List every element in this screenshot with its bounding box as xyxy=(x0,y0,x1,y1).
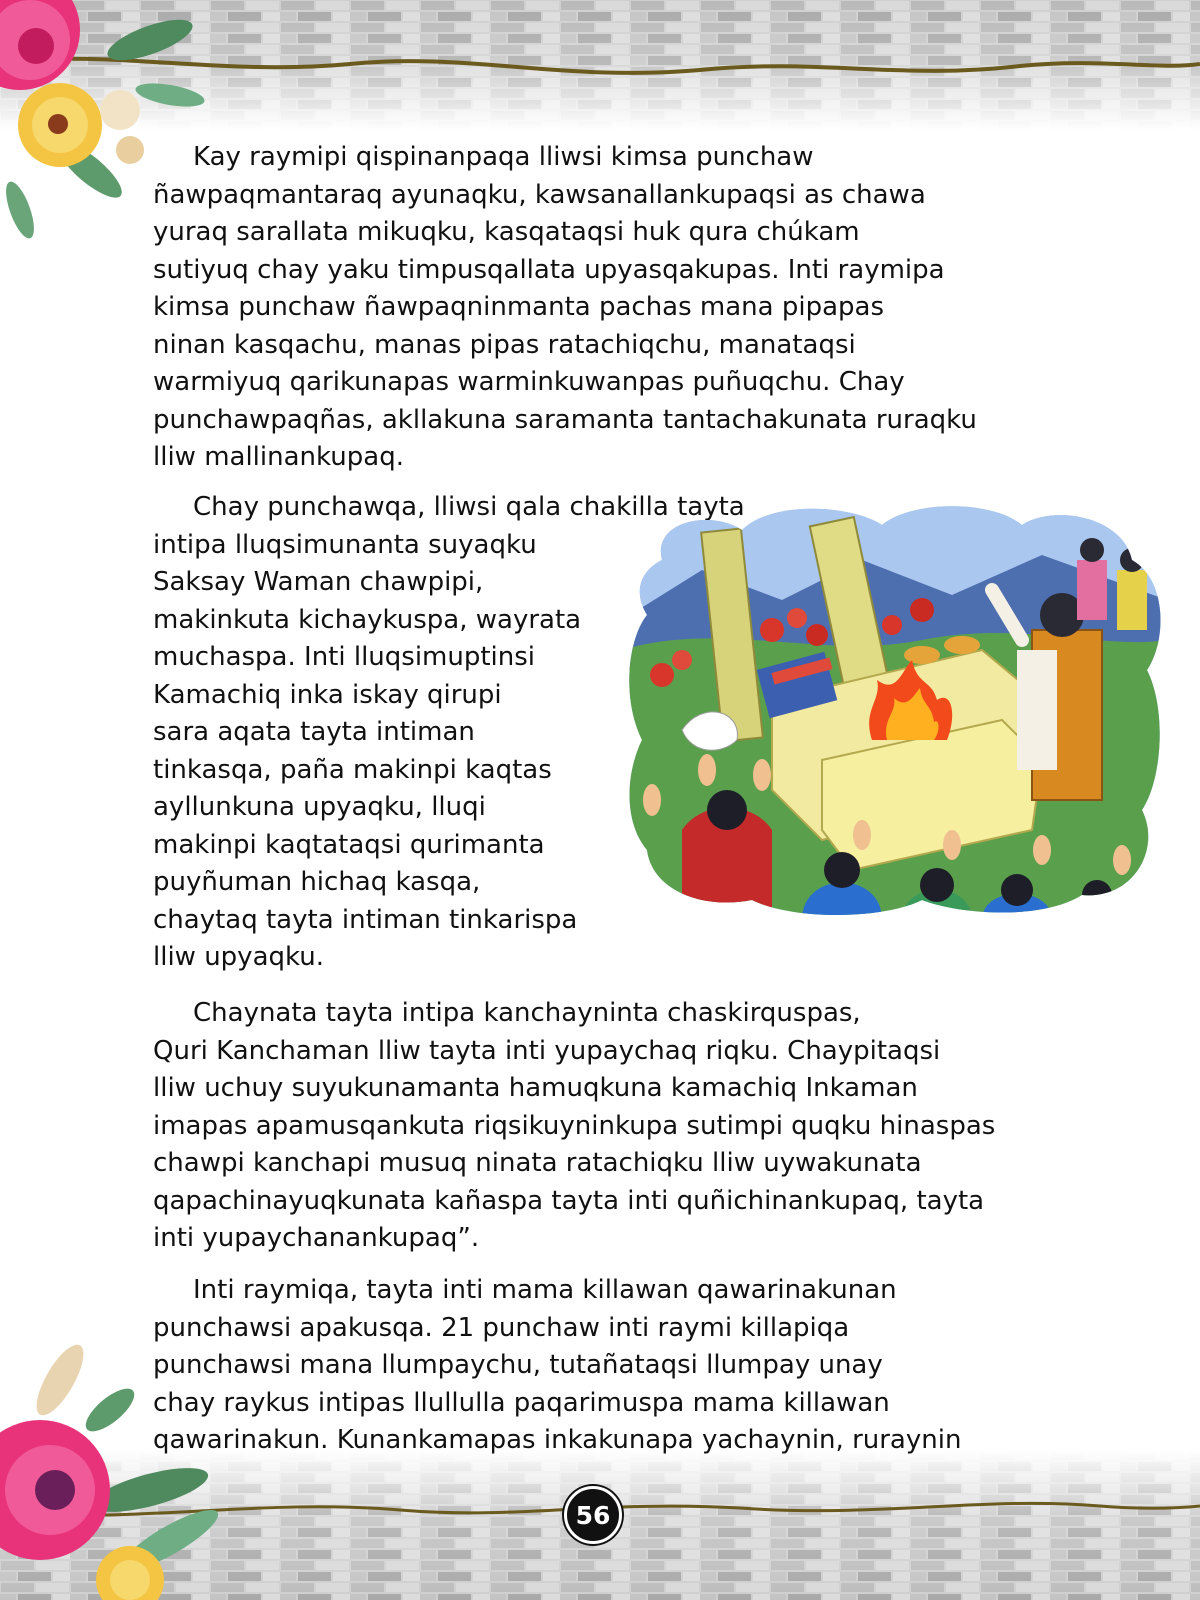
text-line: yuraq sarallata mikuqku, kasqataqsi huk qura chúkam xyxy=(153,217,860,247)
text-line: warmiyuq qarikunapas warminkuwanpas puñuqchu. Chay xyxy=(153,367,905,397)
text-line: qapachinayuqkunata kañaspa tayta inti quñichinankupaq, tayta xyxy=(153,1185,985,1216)
paragraph-1 xyxy=(153,139,1033,477)
text-line: puyñuman hichaq kasqa, xyxy=(153,867,481,897)
paragraph-4 xyxy=(153,1272,1033,1460)
text-line: intipa lluqsimunanta suyaqku xyxy=(153,529,537,560)
text-line: Kay raymipi qispinanpaqa lliwsi kimsa punchaw xyxy=(193,142,814,172)
text-line: ayllunkuna upyaqku, lluqi xyxy=(153,792,486,822)
text-line: punchawsi mana llumpaychu, tutañataqsi llumpay unay xyxy=(153,1350,883,1380)
text-line: makinpi kaqtataqsi qurimanta xyxy=(153,829,545,860)
text-line: sara aqata tayta intiman xyxy=(153,717,475,747)
page-number-badge: 56 xyxy=(564,1486,622,1544)
text-line: punchawpaqñas, akllakuna saramanta tantachakunata ruraqku xyxy=(153,404,977,435)
text-line: lliw upyaqku. xyxy=(153,942,325,972)
text-line: muchaspa. Inti lluqsimuptinsi xyxy=(153,642,536,672)
text-line: chawpi kanchapi musuq ninata ratachiqku lliw uywakunata xyxy=(153,1148,922,1178)
text-line: punchawsi apakusqa. 21 punchaw inti raymi killapiqa xyxy=(153,1312,850,1343)
text-line: Quri Kanchaman lliw tayta inti yupaychaq riqku. Chaypitaqsi xyxy=(153,1035,941,1066)
text-line: sutiyuq chay yaku timpusqallata upyasqakupas. Inti raymipa xyxy=(153,254,945,285)
text-line: kimsa punchaw ñawpaqninmanta pachas mana pipapas xyxy=(153,292,885,322)
text-line: ninan kasqachu, manas pipas ratachiqchu, manataqsi xyxy=(153,329,856,360)
text-line: lliw uchuy suyukunamanta hamuqkuna kamachiq Inkaman xyxy=(153,1073,918,1103)
text-line: Chaynata tayta intipa kanchayninta chaskirquspas, xyxy=(193,998,861,1028)
text-line: makinkuta kichaykuspa, wayrata xyxy=(153,604,582,635)
inti-raymi-ceremony-illustration xyxy=(622,500,1167,920)
text-line: chay raykus intipas llullulla paqarimuspa mama killawan xyxy=(153,1387,890,1418)
text-line: Chay punchawqa, lliwsi qala chakilla tayta xyxy=(193,492,745,522)
paragraph-3 xyxy=(153,995,1033,1258)
text-line: lliw mallinankupaq. xyxy=(153,442,404,472)
text-line: Kamachiq inka iskay qirupi xyxy=(153,679,502,710)
text-line: imapas apamusqankuta riqsikuyninkupa sutimpi quqku hinaspas xyxy=(153,1110,996,1141)
text-line: chaytaq tayta intiman tinkarispa xyxy=(153,904,578,935)
text-line: inti yupaychanankupaq”. xyxy=(153,1223,480,1253)
text-line: Inti raymiqa, tayta inti mama killawan qawarinakunan xyxy=(193,1275,897,1305)
text-line: Saksay Waman chawpipi, xyxy=(153,567,484,597)
text-line: ñawpaqmantaraq ayunaqku, kawsanallankupaqsi as chawa xyxy=(153,179,926,210)
text-line: tinkasqa, paña makinpi kaqtas xyxy=(153,754,552,785)
text-line: qawarinakun. Kunankamapas inkakunapa yachaynin, ruraynin xyxy=(153,1425,962,1455)
